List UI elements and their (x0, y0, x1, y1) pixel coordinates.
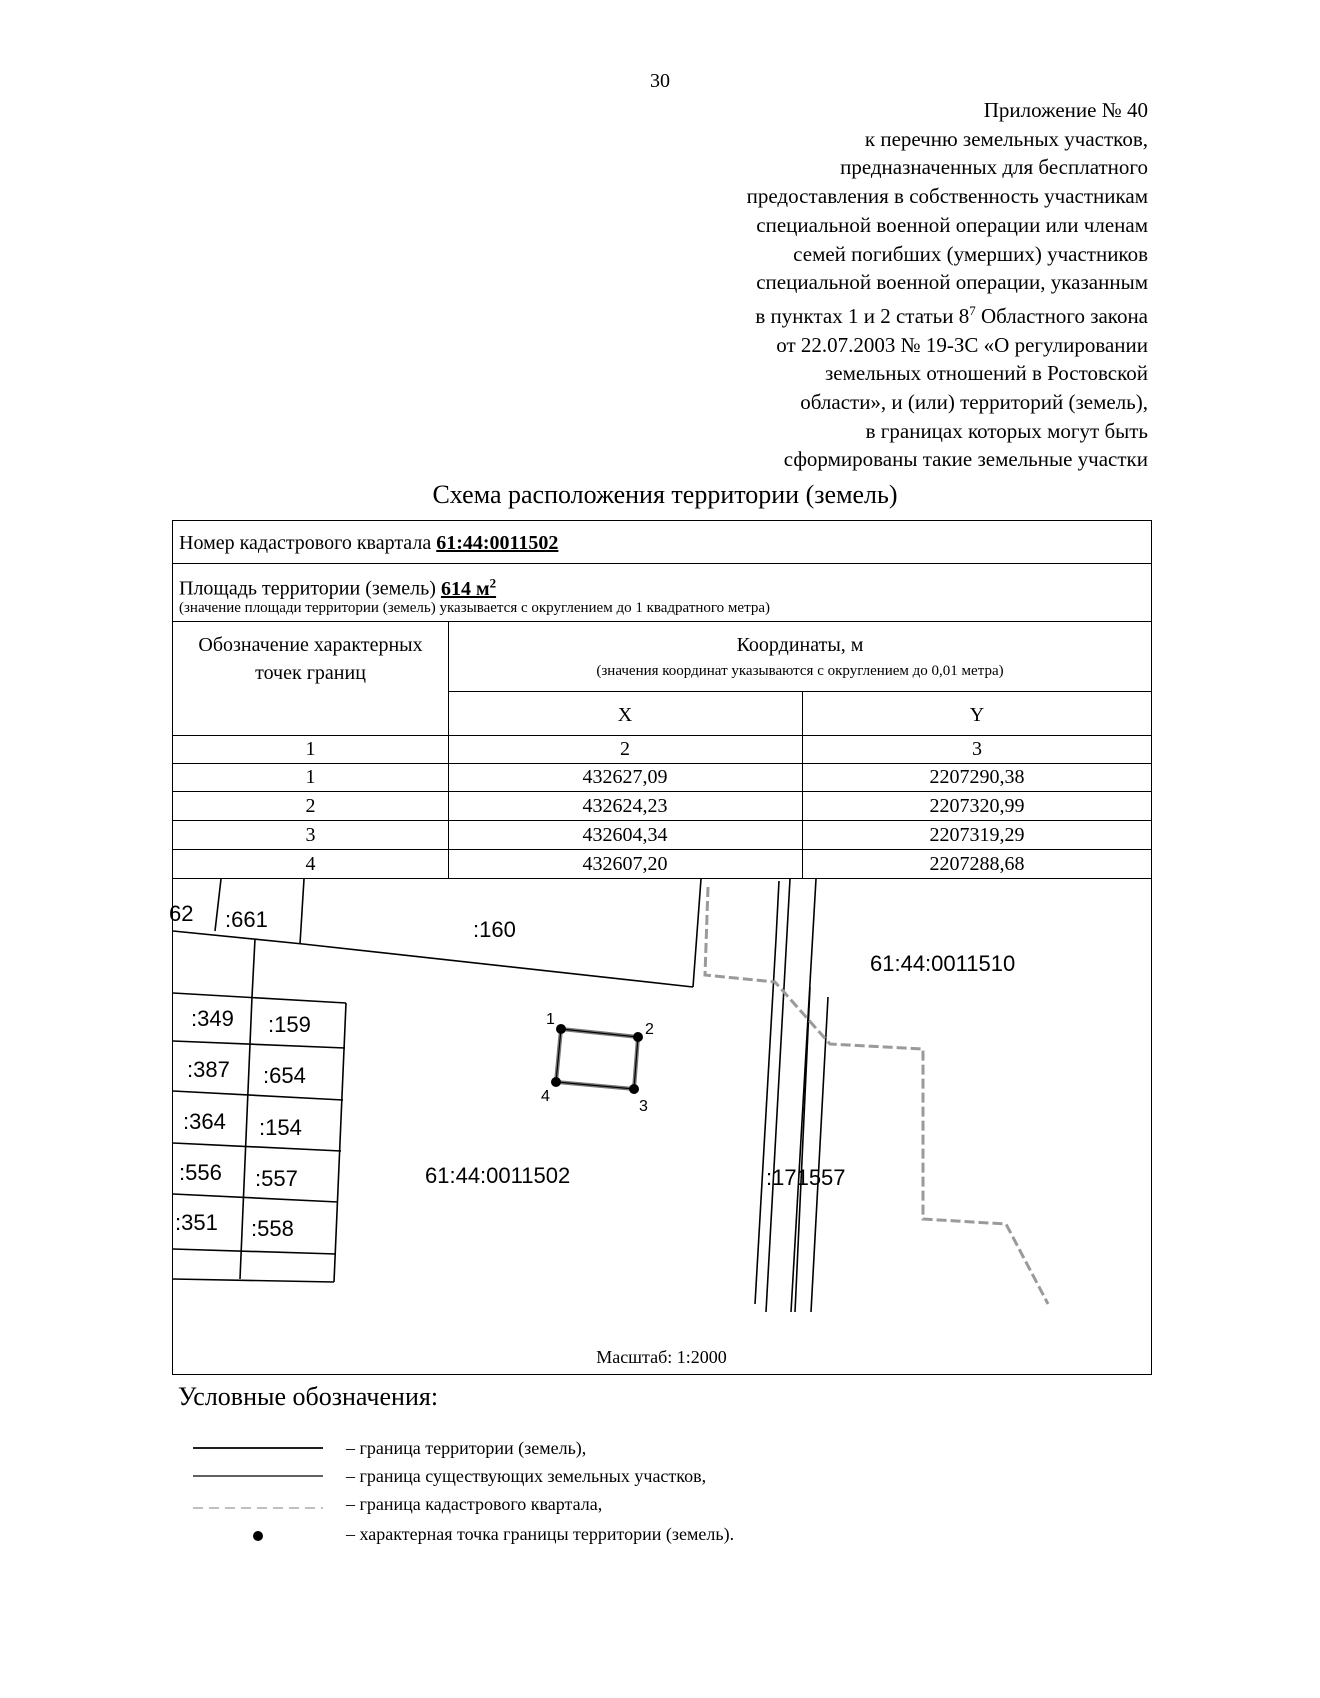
parcel-label: :557 (255, 1166, 298, 1191)
table-row-x: 432607,20 (582, 853, 668, 875)
appendix-line: предназначенных для бесплатного (840, 155, 1148, 180)
table-row-x: 432627,09 (582, 766, 668, 788)
page-number: 30 (650, 70, 670, 92)
scheme-frame (169, 520, 1152, 1375)
cadastral-label: Номер кадастрового квартала (179, 532, 437, 554)
coords-header: Координаты, м (736, 634, 864, 656)
parcel-line (173, 993, 346, 1003)
parcel-label: :349 (191, 1006, 234, 1031)
article-tail: Областного закона (975, 303, 1148, 328)
appendix-line: семей погибших (умерших) участников (793, 241, 1148, 266)
appendix-line: сформированы такие земельные участки (783, 447, 1148, 472)
parcel-label: :351 (175, 1210, 218, 1235)
table-row-y: 2207319,29 (929, 824, 1025, 846)
cadastral-map (169, 879, 1150, 1352)
point-column-header: Обозначение характерных точек границ (198, 634, 423, 684)
parcel-line (303, 944, 693, 987)
x-header: X (617, 704, 633, 726)
table-rule (173, 820, 1151, 821)
scheme-title: Схема расположения территории (земель) (432, 480, 898, 509)
parcel-line (693, 879, 701, 987)
parcel-label: :558 (251, 1216, 294, 1241)
legend-item (178, 1490, 878, 1520)
table-rule (173, 763, 1151, 764)
table-row-point: 2 (305, 795, 316, 817)
table-row-point: 3 (305, 824, 316, 846)
road-line (791, 879, 816, 1312)
legend-quarter-symbol (193, 1490, 323, 1520)
appendix-line: от 22.07.2003 № 19-ЗС «О регулировании (776, 332, 1148, 357)
territory-polygon (556, 1029, 638, 1089)
table-row-x: 432624,23 (582, 795, 668, 817)
legend-text: – граница существующих земельных участков, (346, 1466, 707, 1486)
area-note: (значение площади территории (земель) указывается с округлением до 1 квадратного метра) (179, 600, 770, 616)
table-row-y: 2207288,68 (929, 853, 1025, 875)
road-line (795, 987, 810, 1312)
appendix-line: специальной военной операции или членам (756, 212, 1148, 237)
table-rule (173, 621, 1151, 622)
table-row-point: 1 (305, 766, 316, 788)
parcel-label: :661 (225, 907, 268, 932)
legend-title: Условные обозначения: (178, 1382, 439, 1411)
parcel-label: :160 (473, 917, 516, 942)
boundary-point-3 (629, 1084, 639, 1094)
table-rule (448, 691, 1151, 692)
parcel-label: :159 (268, 1012, 311, 1037)
parcel-line (173, 1041, 345, 1048)
parcel-line (173, 1194, 338, 1202)
legend-item (178, 1434, 878, 1464)
legend-point-symbol (193, 1520, 323, 1550)
legend-item (178, 1520, 878, 1550)
appendix-line: Приложение № 40 (983, 98, 1148, 122)
area-number: 614 м (440, 577, 490, 600)
legend-text: – граница кадастрового квартала, (346, 1494, 603, 1514)
table-rule (173, 849, 1151, 850)
point-label-1: 1 (546, 1011, 555, 1028)
y-header: Y (969, 704, 985, 726)
table-rule (173, 791, 1151, 792)
parcel-boundaries (173, 879, 828, 1312)
appendix-line: к перечню земельных участков, (864, 126, 1148, 151)
appendix-line: земельных отношений в Ростовской (824, 361, 1148, 386)
road-line (776, 881, 779, 939)
coords-note: (значения координат указываются с округлением до 0,01 метра) (596, 663, 1004, 679)
point-label-2: 2 (645, 1021, 654, 1038)
parcel-label: 62 (169, 901, 194, 926)
cadastral-row (179, 531, 558, 555)
parcel-line (173, 1143, 341, 1151)
cadastral-number: 61:44:0011502 (436, 532, 559, 554)
parcel-line (173, 931, 303, 944)
boundary-point-2 (633, 1032, 643, 1042)
point-label-3: 3 (639, 1098, 648, 1115)
article-text: в пунктах 1 и 2 статьи 8 (755, 303, 970, 328)
table-row-point: 4 (305, 853, 316, 875)
table-row-y: 2207290,38 (929, 766, 1025, 788)
quarter-boundary (705, 887, 1048, 1304)
legend-territory-symbol (193, 1434, 323, 1464)
table-row-y: 2207320,99 (929, 795, 1025, 817)
appendix-line: специальной военной операции, указанным (756, 270, 1148, 295)
legend-parcel-symbol (193, 1462, 323, 1492)
parcel-line (173, 1091, 343, 1100)
boundary-point-1 (556, 1024, 566, 1034)
legend-text: – характерная точка границы территории (земель). (346, 1524, 735, 1544)
appendix-line: в границах которых могут быть (865, 418, 1148, 443)
parcel-line (300, 879, 304, 944)
area-sup: 2 (489, 575, 497, 590)
parcel-line (173, 1249, 336, 1254)
parcel-label: :556 (179, 1160, 222, 1185)
table-rule (173, 735, 1151, 736)
appendix-line-article (588, 297, 1148, 331)
parcel-line (173, 1279, 334, 1282)
col-number: 3 (972, 738, 982, 760)
quarter-label-other: 61:44:0011510 (870, 951, 1016, 976)
map-scale: Масштаб: 1:2000 (596, 1347, 727, 1367)
territory-outline (556, 1029, 638, 1089)
road-line (755, 939, 776, 1304)
col-number: 2 (620, 738, 630, 760)
table-rule (173, 563, 1151, 564)
parcel-line (215, 879, 221, 931)
road-line (811, 997, 828, 1312)
parcel-line (334, 1003, 346, 1282)
parcel-label: :387 (187, 1057, 230, 1082)
quarter-label-main: 61:44:0011502 (425, 1163, 571, 1188)
road-line (766, 879, 790, 1312)
col-number: 1 (305, 738, 316, 760)
parcel-label: :364 (183, 1109, 226, 1134)
appendix-header (588, 96, 1148, 474)
parcel-label: :654 (263, 1063, 306, 1088)
appendix-line: области», и (или) территорий (земель), (800, 390, 1148, 415)
table-row-x: 432604,34 (582, 824, 668, 846)
parcel-label: :154 (259, 1115, 302, 1140)
article-superscript: 7 (969, 302, 976, 318)
road-label: :171557 (766, 1165, 846, 1190)
parcel-line (252, 939, 255, 997)
point-label-4: 4 (541, 1088, 550, 1105)
appendix-line: предоставления в собственность участникам (746, 184, 1148, 209)
legend-text: – граница территории (земель), (346, 1438, 587, 1458)
boundary-point-4 (551, 1077, 561, 1087)
legend-item (178, 1462, 878, 1492)
area-label: Площадь территории (земель) (179, 577, 441, 600)
